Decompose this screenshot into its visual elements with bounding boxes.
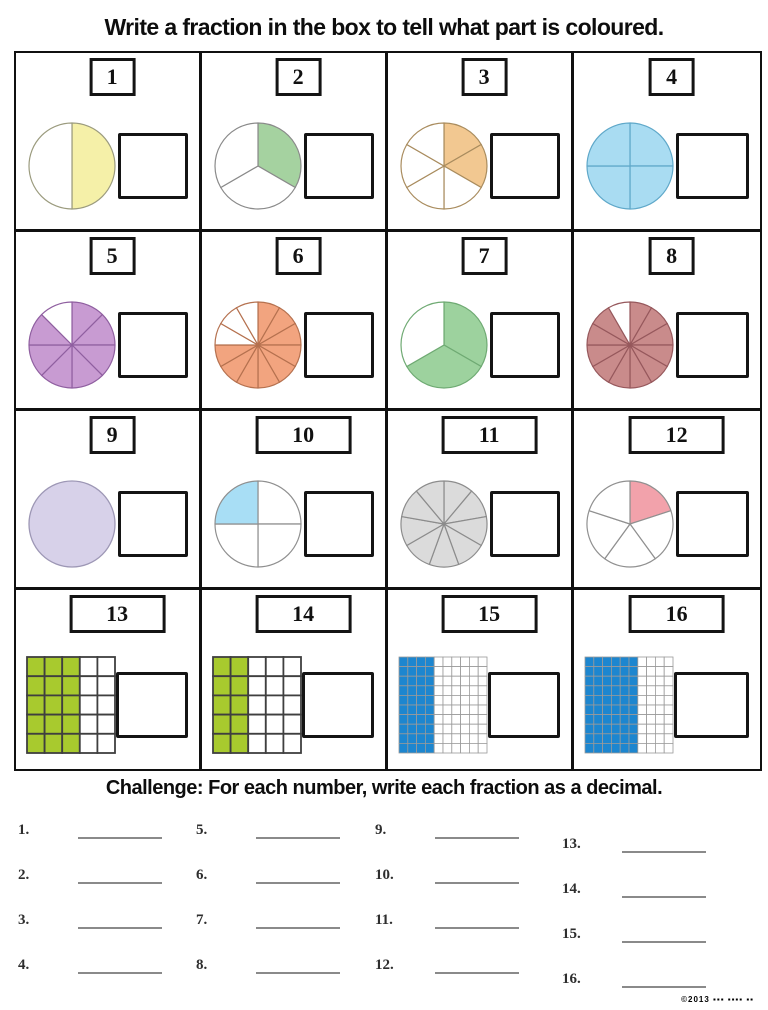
challenge-answer-item-9 xyxy=(375,820,545,865)
worksheet-cell-8 xyxy=(574,232,760,411)
challenge-answer-column-2 xyxy=(196,820,366,1000)
problem-content xyxy=(584,120,749,212)
worksheet-cell-4 xyxy=(574,53,760,232)
fraction-answer-box-11[interactable] xyxy=(490,491,560,557)
fraction-circle-9-of-9 xyxy=(398,478,490,570)
challenge-instruction: Challenge: For each number, write each fraction as a decimal. xyxy=(105,777,663,799)
fraction-hundred-grid-10-of-25 xyxy=(212,656,302,754)
worksheet-cell-10 xyxy=(202,411,388,590)
fraction-hundred-grid-40-of-100 xyxy=(398,656,488,754)
fraction-answer-box-16[interactable] xyxy=(674,672,749,738)
challenge-answer-number: 1. xyxy=(18,822,30,838)
worksheet-cell-1 xyxy=(16,53,202,232)
problem-content xyxy=(212,478,374,570)
fraction-answer-box-15[interactable] xyxy=(488,672,560,738)
problem-number-box: 16 xyxy=(629,595,725,633)
challenge-answer-number: 12. xyxy=(375,957,394,973)
challenge-answer-line[interactable] xyxy=(78,881,162,884)
worksheet-cell-3 xyxy=(388,53,574,232)
worksheet-cell-12 xyxy=(574,411,760,590)
challenge-answer-line[interactable] xyxy=(435,836,519,839)
challenge-answer-line[interactable] xyxy=(435,881,519,884)
copyright-text: ©2013 ▪▪▪ ▪▪▪▪ ▪▪ xyxy=(681,995,754,1004)
challenge-answer-line[interactable] xyxy=(256,881,340,884)
challenge-answer-item-10 xyxy=(375,865,545,910)
problem-number-box: 2 xyxy=(275,58,321,96)
problem-content xyxy=(398,120,560,212)
fraction-answer-box-14[interactable] xyxy=(302,672,374,738)
fraction-hundred-grid-15-of-25 xyxy=(26,656,116,754)
challenge-answer-line[interactable] xyxy=(622,850,706,853)
fraction-circle-1-of-3 xyxy=(212,120,304,212)
challenge-answer-item-15 xyxy=(562,924,732,969)
challenge-answer-line[interactable] xyxy=(622,895,706,898)
worksheet-cell-14 xyxy=(202,590,388,769)
challenge-answer-line[interactable] xyxy=(435,971,519,974)
challenge-answer-number: 3. xyxy=(18,912,30,928)
problem-content xyxy=(398,478,560,570)
fraction-answer-box-10[interactable] xyxy=(304,491,374,557)
worksheet-cell-2 xyxy=(202,53,388,232)
problem-number-box: 6 xyxy=(275,237,321,275)
problem-content xyxy=(26,299,188,391)
fraction-circle-1-of-5 xyxy=(584,478,676,570)
challenge-answer-number: 16. xyxy=(562,971,581,987)
fraction-answer-box-6[interactable] xyxy=(304,312,374,378)
fraction-answer-box-9[interactable] xyxy=(118,491,188,557)
worksheet-cell-16 xyxy=(574,590,760,769)
challenge-answer-line[interactable] xyxy=(78,971,162,974)
challenge-answer-line[interactable] xyxy=(256,971,340,974)
challenge-answer-number: 9. xyxy=(375,822,387,838)
fraction-circle-1-of-2 xyxy=(26,120,118,212)
problem-number-box: 4 xyxy=(649,58,695,96)
challenge-answer-item-12 xyxy=(375,955,545,1000)
problem-content xyxy=(584,299,749,391)
fraction-circle-9-of-12 xyxy=(212,299,304,391)
challenge-answer-line[interactable] xyxy=(622,940,706,943)
challenge-answer-number: 2. xyxy=(18,867,30,883)
challenge-answer-number: 4. xyxy=(18,957,30,973)
fraction-answer-box-13[interactable] xyxy=(116,672,188,738)
challenge-answer-line[interactable] xyxy=(78,926,162,929)
fraction-answer-box-5[interactable] xyxy=(118,312,188,378)
challenge-answer-number: 14. xyxy=(562,881,581,897)
problem-content xyxy=(398,656,560,754)
problem-content xyxy=(212,299,374,391)
challenge-answer-line[interactable] xyxy=(622,985,706,988)
challenge-answer-column-4 xyxy=(562,834,732,1010)
fraction-answer-box-3[interactable] xyxy=(490,133,560,199)
problem-content xyxy=(212,120,374,212)
problem-content xyxy=(398,299,560,391)
challenge-answer-item-6 xyxy=(196,865,366,910)
challenge-answer-item-13 xyxy=(562,834,732,879)
worksheet-cell-9 xyxy=(16,411,202,590)
fraction-answer-box-2[interactable] xyxy=(304,133,374,199)
challenge-answer-number: 5. xyxy=(196,822,208,838)
problem-number-box: 15 xyxy=(441,595,537,633)
worksheet-cell-7 xyxy=(388,232,574,411)
challenge-answer-item-11 xyxy=(375,910,545,955)
fraction-circle-1-of-1 xyxy=(26,478,118,570)
fraction-circle-4-of-4 xyxy=(584,120,676,212)
challenge-answer-item-4 xyxy=(18,955,188,1000)
challenge-answer-number: 10. xyxy=(375,867,394,883)
challenge-answer-number: 7. xyxy=(196,912,208,928)
challenge-answer-area xyxy=(0,820,768,1005)
challenge-answer-line[interactable] xyxy=(256,926,340,929)
problem-number-box: 1 xyxy=(89,58,135,96)
problem-number-box: 10 xyxy=(255,416,351,454)
worksheet-cell-6 xyxy=(202,232,388,411)
fraction-problems-grid xyxy=(14,51,762,771)
challenge-answer-column-3 xyxy=(375,820,545,1000)
problem-content xyxy=(584,478,749,570)
fraction-answer-box-8[interactable] xyxy=(676,312,749,378)
challenge-answer-item-1 xyxy=(18,820,188,865)
problem-number-box: 11 xyxy=(441,416,537,454)
worksheet-cell-5 xyxy=(16,232,202,411)
challenge-answer-line[interactable] xyxy=(78,836,162,839)
challenge-answer-number: 13. xyxy=(562,836,581,852)
worksheet-cell-13 xyxy=(16,590,202,769)
problem-content xyxy=(26,478,188,570)
challenge-answer-item-7 xyxy=(196,910,366,955)
problem-number-box: 8 xyxy=(649,237,695,275)
fraction-circle-7-of-8 xyxy=(26,299,118,391)
fraction-answer-box-7[interactable] xyxy=(490,312,560,378)
challenge-answer-number: 8. xyxy=(196,957,208,973)
challenge-answer-number: 6. xyxy=(196,867,208,883)
fraction-circle-2-of-3 xyxy=(398,299,490,391)
fraction-circle-1-of-4 xyxy=(212,478,304,570)
problem-number-box: 7 xyxy=(461,237,507,275)
challenge-answer-number: 11. xyxy=(375,912,393,928)
worksheet-cell-15 xyxy=(388,590,574,769)
problem-content xyxy=(26,120,188,212)
challenge-answer-line[interactable] xyxy=(256,836,340,839)
fraction-answer-box-4[interactable] xyxy=(676,133,749,199)
challenge-answer-item-2 xyxy=(18,865,188,910)
fraction-answer-box-12[interactable] xyxy=(676,491,749,557)
challenge-answer-item-5 xyxy=(196,820,366,865)
problem-number-box: 12 xyxy=(629,416,725,454)
problem-number-box: 3 xyxy=(461,58,507,96)
problem-number-box: 9 xyxy=(89,416,135,454)
problem-number-box: 5 xyxy=(89,237,135,275)
challenge-answer-column-1 xyxy=(18,820,188,1000)
worksheet-title: Write a fraction in the box to tell what part is coloured. xyxy=(104,14,664,40)
challenge-answer-number: 15. xyxy=(562,926,581,942)
fraction-circle-2-of-6 xyxy=(398,120,490,212)
challenge-answer-line[interactable] xyxy=(435,926,519,929)
problem-content xyxy=(26,656,188,754)
problem-number-box: 14 xyxy=(255,595,351,633)
fraction-circle-11-of-12 xyxy=(584,299,676,391)
problem-number-box: 13 xyxy=(69,595,165,633)
fraction-answer-box-1[interactable] xyxy=(118,133,188,199)
problem-content xyxy=(212,656,374,754)
challenge-answer-item-3 xyxy=(18,910,188,955)
worksheet-cell-11 xyxy=(388,411,574,590)
challenge-answer-item-14 xyxy=(562,879,732,924)
challenge-answer-item-8 xyxy=(196,955,366,1000)
problem-content xyxy=(584,656,749,754)
fraction-hundred-grid-60-of-100 xyxy=(584,656,674,754)
